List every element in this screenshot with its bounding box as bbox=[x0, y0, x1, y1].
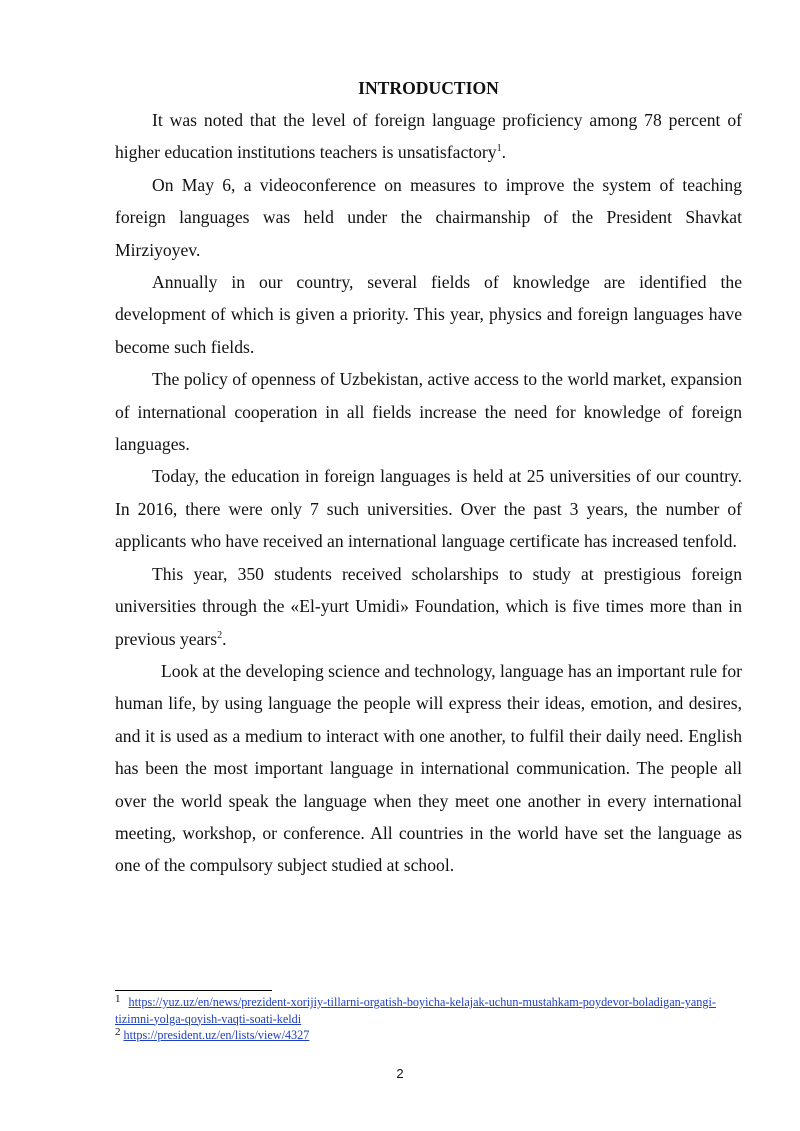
paragraph-2: On May 6, a videoconference on measures to improve the system of teaching foreign languages was held under the chairmanship of the President Shavkat Mirziyoyev. bbox=[115, 174, 742, 260]
footnote-2 bbox=[115, 1027, 742, 1044]
paragraph-4: The policy of openness of Uzbekistan, active access to the world market, expansion of international cooperation in all fields increase the need for knowledge of foreign languages. bbox=[115, 369, 742, 455]
footnote-1-mark: 1 bbox=[115, 993, 121, 1005]
paragraph-1 bbox=[115, 104, 742, 169]
footnote-ref-1[interactable]: 1 bbox=[496, 143, 502, 155]
footnote-ref-2[interactable]: 2 bbox=[217, 629, 223, 641]
footnotes bbox=[115, 994, 742, 1044]
page-title: INTRODUCTION bbox=[358, 78, 499, 98]
paragraph-6-tail: . bbox=[222, 628, 227, 649]
footnote-separator bbox=[115, 990, 272, 991]
page-body bbox=[115, 74, 742, 882]
footnote-2-mark: 2 bbox=[115, 1026, 121, 1038]
paragraph-6-text: This year, 350 students received scholarships to study at prestigious foreign universities through the «El-yurt Umidi» Foundation, which is five times more than in previous years bbox=[115, 563, 742, 649]
paragraph-3: Annually in our country, several fields of knowledge are identified the development of which is given a priority. This year, physics and foreign languages have become such fields. bbox=[115, 272, 742, 357]
paragraph-7: Look at the developing science and technology, language has an important rule for human life, by using language the people will express their ideas, emotion, and desires, and it is used as a medium to interact with one another, to fulfil their daily need. English has been the most important language in international communication. The people all over the world speak the language when they meet one another in every international meeting, workshop, or conference. All countries in the world have set the language as one of the compulsory subject studied at school. bbox=[115, 660, 742, 876]
paragraph-1-tail: . bbox=[501, 142, 506, 163]
footnote-1 bbox=[115, 994, 742, 1027]
paragraph-6 bbox=[115, 558, 742, 655]
footnote-2-link[interactable]: https://president.uz/en/lists/view/4327 bbox=[123, 1028, 310, 1042]
paragraph-5: Today, the education in foreign languages is held at 25 universities of our country. In 2016, there were only 7 such universities. Over the past 3 years, the number of applicants who have received an international language certificate has increased tenfold. bbox=[115, 466, 742, 552]
page-number: 2 bbox=[396, 1066, 404, 1081]
footnote-1-link[interactable]: https://yuz.uz/en/news/prezident-xorijiy-tillarni-orgatish-boyicha-kelajak-uchun-mustahkam-poydevor-boladigan-yangi-tizimni-yolga-qoyish-vaqti-soati-keldi bbox=[115, 995, 716, 1026]
paragraph-1-text: It was noted that the level of foreign language proficiency among 78 percent of higher education institutions teachers is unsatisfactory bbox=[115, 110, 742, 163]
